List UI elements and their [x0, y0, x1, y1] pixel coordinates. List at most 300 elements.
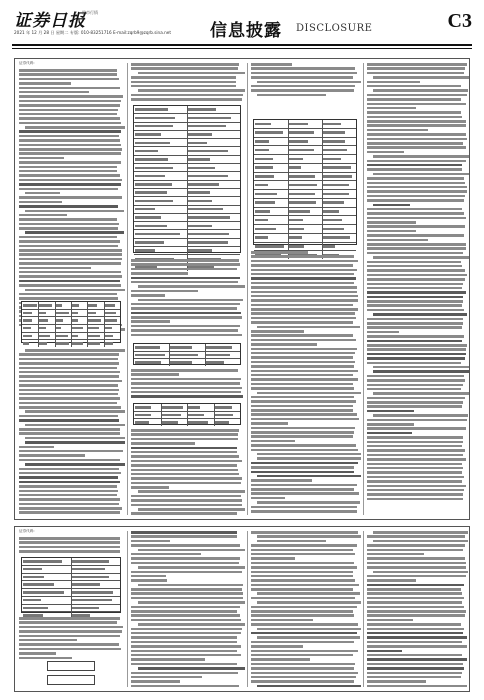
text-line: [131, 579, 167, 582]
text-line: [373, 531, 468, 534]
text-line: [251, 566, 357, 569]
table-cell-text: [188, 216, 230, 218]
text-line: [367, 658, 467, 661]
text-line: [251, 269, 357, 272]
text-line: [19, 117, 120, 120]
text-line: [367, 124, 466, 127]
text-line: [367, 208, 462, 211]
text-line: [19, 174, 120, 177]
text-line: [251, 614, 354, 617]
table-cell-text: [289, 149, 314, 151]
text-line: [131, 395, 243, 398]
table-row: [254, 216, 356, 225]
text-line: [367, 133, 466, 136]
text-line: [19, 183, 121, 186]
text-line: [367, 493, 463, 496]
stock-code-label: 证券代码:: [19, 529, 35, 533]
page-number: C3: [447, 10, 472, 32]
text-line: [131, 512, 237, 515]
text-line: [367, 252, 463, 255]
table-cell-text: [23, 335, 32, 337]
table-row: [134, 123, 240, 131]
text-line: [373, 89, 468, 92]
text-line: [19, 109, 118, 112]
text-line: [367, 384, 463, 387]
text-line: [367, 335, 464, 338]
table-row: [254, 129, 356, 138]
table-cell-text: [188, 125, 226, 127]
table-row: [254, 208, 356, 217]
masthead: [12, 6, 472, 46]
text-line: [367, 471, 462, 474]
text-line: [257, 601, 361, 604]
table-cell-text: [323, 201, 344, 203]
table-cell-text: [255, 184, 268, 186]
text-line: [138, 72, 245, 75]
text-line: [131, 540, 170, 543]
text-line: [131, 632, 241, 635]
text-line: [131, 382, 240, 385]
text-line: [257, 592, 360, 595]
table-row: [134, 147, 240, 155]
table-row: [254, 138, 356, 147]
table-row: [254, 146, 356, 155]
text-line: [251, 623, 358, 626]
text-line: [131, 455, 239, 458]
table-cell-text: [135, 249, 155, 251]
text-line: [251, 89, 354, 92]
table-cell-text: [39, 319, 48, 321]
text-line: [131, 473, 239, 476]
table-row: [22, 302, 120, 310]
table-cell-text: [23, 319, 32, 321]
table-cell-text: [188, 142, 207, 144]
text-line: [251, 462, 358, 465]
text-line: [19, 537, 120, 540]
table-cell-text: [23, 599, 41, 601]
text-line: [367, 423, 414, 426]
table-row: [22, 558, 120, 566]
text-column-3: [249, 527, 361, 691]
masthead-rule-thin: [12, 48, 472, 49]
text-line: [131, 685, 239, 688]
text-line: [131, 94, 243, 97]
table-cell-text: [289, 193, 315, 195]
text-line: [19, 419, 119, 422]
table-row: [134, 114, 240, 122]
text-column-1: [17, 527, 125, 691]
text-line: [251, 506, 357, 509]
text-line: [19, 113, 117, 116]
text-line: [373, 571, 468, 574]
table-row: [134, 164, 240, 172]
text-line: [367, 265, 462, 268]
text-line: [19, 358, 118, 361]
table-cell-text: [289, 140, 308, 142]
table-cell-text: [105, 327, 112, 329]
text-line: [131, 378, 241, 381]
text-line: [19, 73, 117, 76]
text-line: [19, 95, 123, 98]
text-line: [367, 67, 465, 70]
text-line: [138, 566, 245, 569]
text-line: [251, 251, 308, 254]
text-line: [367, 278, 465, 281]
table-cell-text: [135, 175, 165, 177]
table-row: [134, 352, 240, 360]
table-row: [22, 566, 120, 574]
table-cell-text: [170, 361, 192, 363]
table-row: [254, 243, 356, 252]
text-line: [373, 366, 469, 369]
text-line: [251, 356, 353, 359]
section-title: 信息披露: [210, 21, 282, 41]
text-line: [251, 676, 356, 679]
text-line: [19, 446, 54, 449]
text-line: [367, 401, 463, 404]
table-cell-text: [289, 201, 316, 203]
text-line: [19, 227, 118, 230]
table-row: [134, 214, 240, 222]
text-line: [131, 277, 240, 280]
table-cell-text: [188, 414, 204, 416]
text-line: [131, 429, 239, 432]
text-line: [131, 535, 237, 538]
text-line: [19, 249, 122, 252]
text-line: [19, 267, 91, 270]
table-cell-text: [323, 140, 345, 142]
text-line: [19, 130, 121, 133]
text-line: [367, 186, 467, 189]
text-line: [19, 546, 120, 549]
text-line: [367, 676, 461, 679]
table-cell-text: [323, 236, 350, 238]
data-table: [133, 403, 241, 425]
text-line: [131, 571, 242, 574]
text-line: [131, 562, 239, 565]
table-cell-text: [72, 319, 78, 321]
table-cell-text: [323, 166, 351, 168]
table-cell-text: [135, 361, 161, 363]
text-line: [251, 413, 357, 416]
text-line: [251, 584, 359, 587]
text-line: [138, 667, 245, 670]
text-block: [251, 251, 359, 514]
text-block: [131, 63, 243, 103]
text-line: [251, 427, 355, 430]
text-line: [257, 540, 326, 543]
table-row: [254, 225, 356, 234]
text-line: [251, 431, 354, 434]
text-line: [19, 188, 118, 191]
text-line: [257, 475, 361, 478]
announcement-panel-top: [14, 58, 470, 520]
text-line: [19, 476, 118, 479]
text-line: [138, 89, 245, 92]
text-line: [373, 540, 468, 543]
text-line: [131, 597, 243, 600]
table-cell-text: [23, 304, 37, 306]
text-line: [367, 164, 462, 167]
table-cell-text: [135, 117, 175, 119]
table-cell-text: [323, 219, 342, 221]
table-cell-text: [255, 158, 273, 160]
text-line: [131, 373, 179, 376]
text-line: [19, 362, 119, 365]
table-row: [134, 344, 240, 352]
table-row: [134, 239, 240, 247]
text-line: [131, 447, 237, 450]
table-cell-text: [255, 149, 269, 151]
text-block: [19, 69, 123, 332]
text-line: [25, 126, 125, 129]
text-line: [367, 177, 464, 180]
text-line: [367, 375, 464, 378]
table-row: [134, 139, 240, 147]
text-line: [367, 230, 416, 233]
text-line: [131, 460, 242, 463]
table-cell-text: [255, 166, 273, 168]
text-line: [131, 259, 239, 262]
text-line: [251, 510, 357, 513]
text-line: [367, 322, 463, 325]
text-line: [251, 588, 353, 591]
text-line: [367, 340, 462, 343]
text-line: [251, 273, 354, 276]
table-row: [134, 359, 240, 366]
text-line: [367, 129, 428, 132]
text-line: [19, 494, 117, 497]
text-line: [367, 680, 426, 683]
table-cell-text: [289, 210, 310, 212]
text-line: [367, 160, 466, 163]
text-line: [367, 111, 461, 114]
text-line: [367, 269, 465, 272]
table-row: [22, 310, 120, 318]
table-cell-text: [88, 312, 96, 314]
table-cell-text: [255, 140, 268, 142]
table-row: [134, 106, 240, 114]
text-line: [131, 433, 238, 436]
text-line: [131, 531, 237, 534]
text-line: [367, 405, 462, 408]
table-cell-text: [188, 241, 228, 243]
text-line: [367, 463, 462, 466]
text-line: [251, 383, 353, 386]
text-line: [19, 157, 64, 160]
text-line: [251, 365, 354, 368]
text-line: [131, 504, 242, 507]
text-line: [367, 304, 462, 307]
table-cell-text: [72, 342, 83, 344]
text-line: [373, 76, 469, 79]
text-block: [251, 63, 359, 98]
table-row: [134, 412, 240, 420]
text-line: [131, 281, 238, 284]
text-line: [19, 253, 122, 256]
text-line: [138, 549, 245, 552]
text-line: [19, 280, 120, 283]
text-line: [251, 282, 354, 285]
table-cell-text: [135, 354, 165, 356]
table-cell-text: [323, 149, 347, 151]
table-cell-text: [255, 236, 268, 238]
text-line: [367, 212, 464, 215]
text-line: [373, 414, 468, 417]
table-cell-text: [72, 599, 112, 601]
text-line: [19, 406, 121, 409]
text-line: [19, 100, 121, 103]
text-line: [257, 685, 361, 688]
text-line: [138, 584, 244, 587]
text-line: [131, 606, 240, 609]
text-line: [367, 454, 463, 457]
text-line: [367, 247, 466, 250]
table-cell-text: [88, 342, 99, 344]
text-line: [131, 482, 241, 485]
table-cell-text: [188, 183, 219, 185]
text-line: [25, 410, 125, 413]
text-line: [367, 331, 399, 334]
text-line: [367, 601, 462, 604]
text-line: [19, 541, 120, 544]
text-line: [257, 636, 360, 639]
table-cell-text: [135, 406, 151, 408]
table-cell-text: [289, 175, 315, 177]
text-line: [25, 289, 125, 292]
text-line: [131, 303, 240, 306]
newspaper-logo: 证券日报: [14, 11, 86, 31]
table-cell-text: [56, 312, 70, 314]
text-line: [131, 98, 242, 101]
text-line: [131, 610, 237, 613]
table-cell-text: [135, 208, 155, 210]
text-line: [19, 657, 72, 660]
text-line: [257, 81, 361, 84]
table-cell-text: [206, 346, 232, 348]
table-cell-text: [23, 342, 29, 344]
table-cell-text: [135, 200, 173, 202]
text-line: [19, 367, 117, 370]
text-line: [131, 85, 236, 88]
text-line: [251, 321, 353, 324]
text-line: [367, 480, 462, 483]
text-line: [367, 562, 466, 565]
table-cell-text: [72, 560, 109, 562]
text-line: [131, 316, 242, 319]
table-cell-text: [162, 421, 179, 423]
text-line: [19, 91, 89, 94]
text-line: [367, 663, 463, 666]
text-line: [138, 490, 245, 493]
text-line: [19, 170, 117, 173]
masthead-rule-thick: [12, 44, 472, 46]
text-line: [131, 263, 240, 266]
text-line: [367, 182, 465, 185]
table-cell-text: [72, 335, 78, 337]
table-row: [134, 172, 240, 180]
text-line: [19, 507, 122, 510]
data-table: [21, 301, 121, 343]
text-line: [131, 369, 238, 372]
text-line: [367, 623, 461, 626]
text-line: [367, 388, 461, 391]
table-cell-text: [289, 166, 301, 168]
text-line: [251, 667, 354, 670]
text-line: [131, 592, 243, 595]
text-block: [19, 537, 123, 555]
text-line: [257, 326, 359, 329]
text-line: [367, 566, 466, 569]
text-line: [367, 632, 463, 635]
text-line: [131, 619, 241, 622]
text-line: [131, 654, 241, 657]
table-cell-text: [135, 191, 167, 193]
text-line: [251, 317, 356, 320]
text-line: [367, 432, 412, 435]
text-line: [131, 387, 242, 390]
text-line: [131, 676, 202, 679]
text-line: [19, 166, 117, 169]
table-cell-text: [135, 142, 169, 144]
text-line: [131, 658, 205, 661]
table-row: [134, 181, 240, 189]
text-line: [19, 122, 121, 125]
text-line: [19, 161, 121, 164]
table-cell-text: [255, 175, 274, 177]
text-line: [367, 234, 464, 237]
text-line: [251, 549, 353, 552]
text-line: [367, 685, 467, 688]
text-line: [367, 195, 465, 198]
text-line: [251, 348, 357, 351]
text-line: [251, 610, 353, 613]
text-line: [131, 325, 240, 328]
text-line: [251, 352, 355, 355]
text-line: [25, 210, 124, 213]
text-line: [251, 400, 356, 403]
text-line: [251, 396, 354, 399]
table-cell-text: [135, 233, 180, 235]
table-row: [254, 234, 356, 243]
table-cell-text: [255, 245, 284, 247]
text-line: [131, 294, 165, 297]
text-line: [367, 441, 463, 444]
text-line: [251, 440, 295, 443]
table-cell-text: [215, 406, 232, 408]
text-line: [138, 623, 245, 626]
text-line: [19, 626, 123, 629]
table-cell-text: [188, 233, 229, 235]
text-line: [251, 632, 357, 635]
table-row: [22, 597, 120, 605]
text-line: [367, 610, 466, 613]
table-row: [134, 197, 240, 205]
text-line: [367, 535, 465, 538]
text-line: [373, 256, 469, 259]
table-cell-text: [23, 607, 48, 609]
table-row: [134, 131, 240, 139]
data-table: [133, 105, 241, 253]
table-cell-text: [323, 131, 345, 133]
table-cell-text: [188, 225, 212, 227]
text-line: [251, 286, 357, 289]
table-cell-text: [56, 319, 63, 321]
table-cell-text: [170, 354, 198, 356]
text-line: [367, 379, 465, 382]
text-line: [19, 643, 119, 646]
text-line: [251, 72, 357, 75]
